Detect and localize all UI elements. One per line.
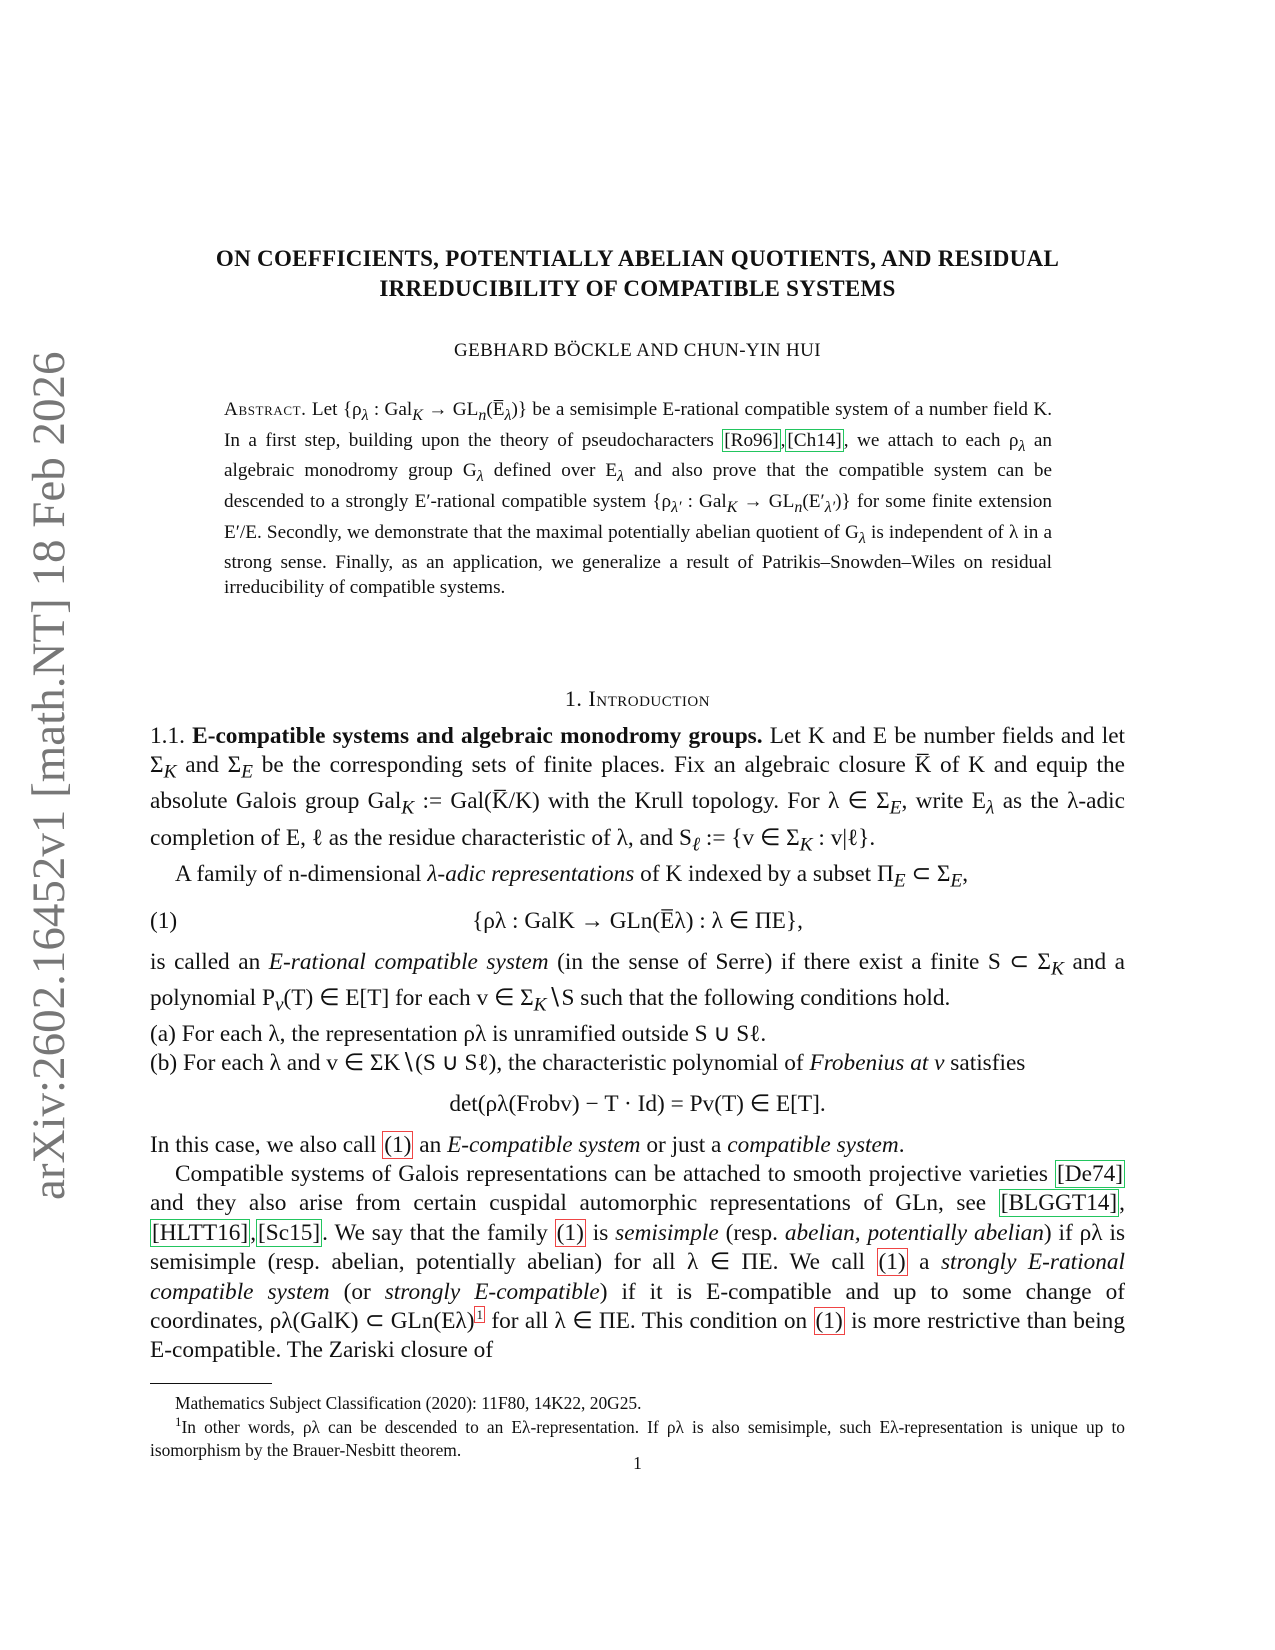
citation-link[interactable]: [HLTT16] [152, 1219, 249, 1246]
abstract-text: (E′ [802, 490, 825, 512]
text: (T) ∈ E[T] for each v ∈ Σ [283, 984, 534, 1011]
citation-link[interactable]: [BLGGT14] [1000, 1190, 1118, 1217]
abstract-text: is independent of λ in a strong sense. Finally, as an application, we generalize a result of Patrikis–Snowden–Wiles on residual irreducibility of compatible systems. [224, 521, 1052, 598]
citation-link[interactable]: [De74] [1057, 1161, 1123, 1187]
text: For each λ and v ∈ ΣK∖(S ∪ Sℓ), the characteristic polynomial of [183, 1050, 810, 1077]
text: a [907, 1249, 941, 1276]
text: Frobenius at v [809, 1050, 945, 1077]
equation-number: (1) [150, 907, 178, 934]
paragraph [150, 1160, 1125, 1366]
citation-link[interactable]: [Ro96] [724, 429, 779, 451]
text: E-compatible system [447, 1131, 641, 1158]
paper-title [150, 244, 1125, 304]
text: strongly E-compatible [384, 1278, 600, 1305]
text: is [585, 1219, 616, 1246]
subsection-title: E-compatible systems and algebraic monodromy groups. [192, 723, 763, 749]
text: λ-adic representations [427, 860, 635, 887]
abstract-text: defined over E [483, 460, 618, 482]
text: (or [329, 1278, 385, 1305]
abstract-text: )} be a semisimple E-rational compatible system of a number field K. In a first step, building upon the theory of pseudocharacters [224, 399, 1052, 451]
equation-1 [150, 904, 1125, 938]
equation-body: det(ρλ(Frobv) − T · Id) = Pv(T) ∈ E[T]. [449, 1090, 826, 1117]
text: an [413, 1131, 448, 1158]
text: . [898, 1131, 905, 1158]
abstract-text: an algebraic monodromy group G [224, 429, 1052, 482]
text: ) if ρλ is semisimple (resp. abelian, potentially abelian) for all λ ∈ ΠE. We call [150, 1219, 1126, 1276]
text: := {v ∈ Σ [700, 824, 800, 851]
text: satisfies [944, 1050, 1026, 1077]
text: A family of n-dimensional [175, 860, 428, 887]
equation-reference-link[interactable]: (1) [878, 1249, 906, 1276]
footnote-divider [150, 1383, 272, 1384]
text: and Σ [176, 752, 242, 779]
text: of K indexed by a subset Π [634, 860, 894, 887]
equation-body: {ρλ : GalK → GLn(E̅λ) : λ ∈ ΠE}, [472, 907, 803, 934]
title-line-2: IRREDUCIBILITY OF COMPATIBLE SYSTEMS [379, 276, 896, 301]
abstract-text: → GL [422, 399, 479, 420]
text: for all λ ∈ ΠE. This condition on [484, 1308, 814, 1335]
footnote-number: 1 [175, 1413, 182, 1429]
authors: GEBHARD BÖCKLE AND CHUN-YIN HUI [453, 340, 822, 361]
text: (resp. [718, 1219, 785, 1246]
text: and they also arise from certain cuspidal automorphic representations of GLn, see [150, 1190, 999, 1217]
text: , [250, 1219, 257, 1246]
text: , [962, 860, 969, 887]
equation-reference-link[interactable]: (1) [384, 1131, 412, 1158]
text: , [1119, 1190, 1125, 1217]
abstract-text: , we attach to each ρ [843, 429, 1019, 451]
text: is more restrictive than being E-compatible. The Zariski closure of [150, 1308, 1125, 1364]
section-number: 1. [564, 686, 583, 711]
title-line-1: ON COEFFICIENTS, POTENTIALLY ABELIAN QUOTIENTS, AND RESIDUAL [215, 246, 1060, 271]
text: abelian, potentially abelian [784, 1219, 1044, 1246]
abstract-text: → GL [737, 490, 795, 512]
text: For each λ, the representation ρλ is unramified outside S ∪ Sℓ. [181, 1020, 767, 1047]
text: as the λ-adic completion of E, ℓ as the residue characteristic of λ, and S [150, 788, 1125, 851]
text: semisimple [615, 1219, 719, 1246]
text: and a polynomial P [150, 948, 1126, 1011]
paragraph [150, 1131, 1125, 1160]
text: In this case, we also call [150, 1131, 383, 1158]
footnotes [150, 1392, 1125, 1463]
body-text [150, 722, 1125, 1366]
text: Let K and E be number fields and let Σ [150, 723, 1126, 779]
section-heading [150, 686, 1125, 712]
text: : v|ℓ}. [812, 824, 876, 851]
abstract-text: , [780, 429, 786, 451]
text: E-rational compatible system [268, 948, 549, 975]
abstract: Abstract. Let {$\rho_\lambda$ : $Gal_K \to GL_n(E̅_\lambda)$} be a semisimple E-rational compatible system of a number field K. In a first step, building upon the theory of pseudocharacters [Ro96] , [Ch14] , we attach to each $\rho_\lambda$ an algebraic monodromy group $G_\lambda$ defined over $E_\lambda$ and also prove that the compatible system can be descended to a strongly E′-rational compatible system {$\rho_{\lambda'}$ : $Gal_K \to GL_n(E'_{\lambda'})$} for some finite extension E′/E. Secondly, we demonstrate that the maximal potentially abelian quotient of $G_\lambda$ is independent of λ in a strong sense. Finally, as an application, we generalize a result of Patrikis–Snowden–Wiles on residual irreducibility of compatible systems. [224, 399, 1052, 598]
equation-reference-link[interactable]: (1) [815, 1308, 843, 1335]
subsection-number: 1.1. [150, 723, 185, 749]
citation-link[interactable]: [Ch14] [787, 429, 842, 451]
equation-reference-link[interactable]: (1) [556, 1219, 584, 1246]
abstract-text: Let {ρ [306, 399, 362, 420]
equation-2 [150, 1087, 1125, 1121]
abstract-text: )} for some finite extension E′/E. Secondly, we demonstrate that the maximal potentially abelian quotient of G [224, 490, 1052, 543]
abstract-text: and also prove that the compatible system can be descended to a strongly E′-rational compatible system {ρ [224, 460, 1052, 512]
text: ⊂ Σ [905, 860, 951, 887]
list-label: (a) [150, 1020, 176, 1047]
paragraph: is called an E-rational compatible system (in the sense of Serre) if there exist a finite S ⊂ $\Sigma_K$ and a polynomial $P_v(T)$ ∈ E[T] for each v ∈ $\Sigma_K∖S$ such that the following conditions hold. [150, 948, 1126, 1016]
paragraph: 1.1. E-compatible systems and algebraic monodromy groups. Let K and E be number fields and let $\Sigma_K$ and $\Sigma_E$ be the corresponding sets of finite places. Fix an algebraic closure K̅ of K and equip the absolute Galois group Gal$_K$ := Gal(K̅/K) with the Krull topology. For λ ∈ $\Sigma_E$, write $E_\lambda$ as the λ-adic completion of E, ℓ as the residue characteristic of λ, and $S_\ell$ := {v ∈ $\Sigma_K$ : v|ℓ}. [150, 723, 1126, 856]
citation-link[interactable]: [Sc15] [258, 1219, 321, 1246]
list-item-a [150, 1020, 1125, 1049]
abstract-text: (E̅ [486, 399, 505, 420]
text: ) if it is E-compatible and up to some change of coordinates, ρλ(GalK) ⊂ GLn(Eλ) [150, 1278, 1126, 1335]
text: or just a [640, 1131, 728, 1158]
text: be the corresponding sets of finite places. Fix an algebraic closure K̅ of K and equip the absolute Galois group Gal [150, 752, 1125, 815]
arxiv-identifier-stamp: arXiv:2602.16452v1 [math.NT] 18 Feb 2026 [23, 351, 75, 1200]
footnote-marker-link[interactable]: 1 [476, 1307, 483, 1323]
text: is called an [150, 948, 269, 975]
abstract-text: : Gal [681, 490, 727, 512]
abstract-label: Abstract. [224, 399, 307, 420]
list-label: (b) [150, 1050, 178, 1077]
text: := Gal(K̅/K) with the Krull topology. For λ ∈ Σ [414, 788, 890, 815]
text: compatible system [727, 1131, 899, 1158]
paragraph: A family of n-dimensional λ-adic representations of K indexed by a subset $\Pi_E$ ⊂ $\Sigma_E$, [175, 860, 969, 892]
section-title: Introduction [588, 686, 711, 711]
text: (in the sense of Serre) if there exist a finite S ⊂ Σ [548, 948, 1051, 975]
list-item-b [150, 1049, 1125, 1078]
msc-footnote: Mathematics Subject Classification (2020): 11F80, 14K22, 20G25. [175, 1393, 642, 1413]
text: Compatible systems of Galois representations can be attached to smooth projective varieties [175, 1161, 1056, 1187]
text: strongly E-rational compatible system [150, 1249, 1125, 1305]
text: . We say that the family [322, 1219, 555, 1246]
footnote-text: In other words, ρλ can be descended to an Eλ-representation. If ρλ is also semisimple, such Eλ-representation is unique up to isomorphism by the Brauer-Nesbitt theorem. [150, 1416, 1125, 1460]
text: ∖S such that the following conditions hold. [546, 984, 951, 1011]
text: , write E [901, 788, 987, 815]
page-number: 1 [633, 1453, 642, 1473]
abstract-text: : Gal [368, 399, 413, 420]
